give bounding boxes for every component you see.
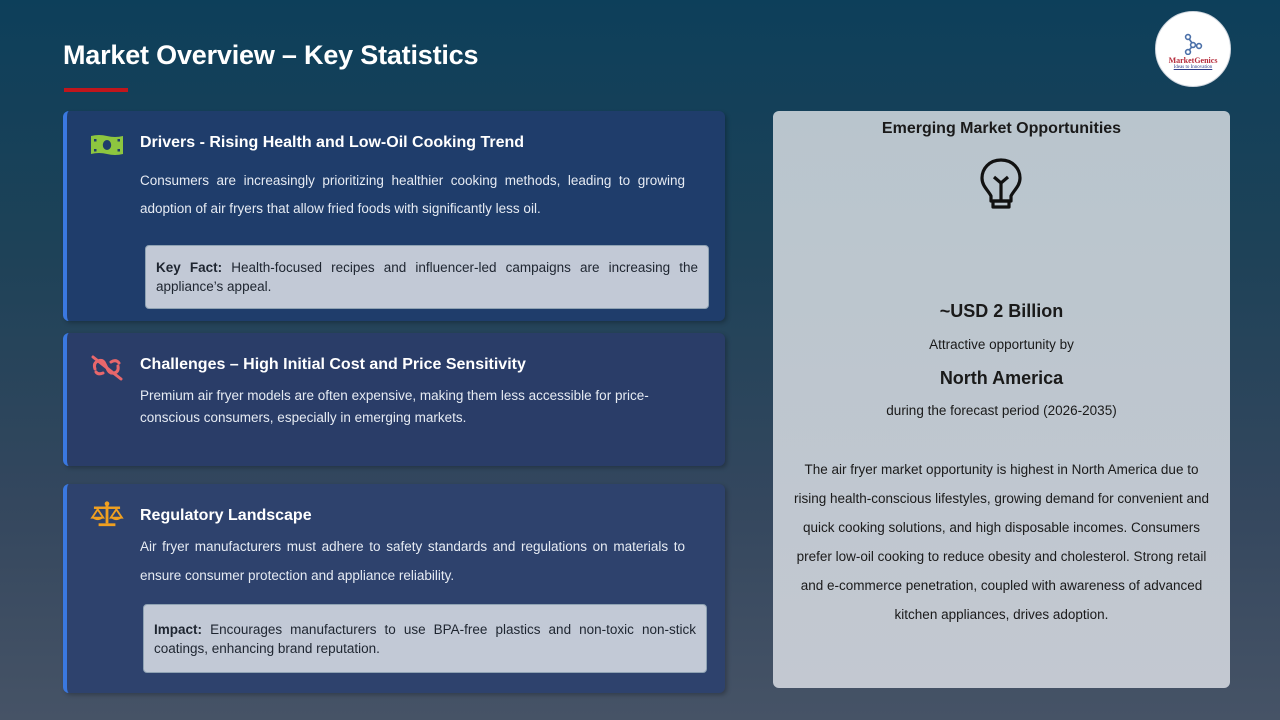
challenges-title: Challenges – High Initial Cost and Price Sensitivity [140,356,526,373]
money-bill-icon [89,131,125,159]
challenges-body: Premium air fryer models are often expensive, making them less accessible for price-conscious consumers, especially in emerging markets. [140,388,649,425]
impact-text: Encourages manufacturers to use BPA-free plastics and non-toxic non-stick coatings, enhancing brand reputation. [154,621,696,656]
key-fact-box [145,245,709,309]
opportunity-description: The air fryer market opportunity is highest in North America due to rising health-conscious lifestyles, growing demand for convenient and quick cooking solutions, and high disposable incomes. Consumers prefer low-oil cooking to reduce obesity and cholesterol. Strong retail and e-commerce penetration, coupled with awareness of advanced kitchen appliances, drives adoption. [794,462,1209,622]
regulatory-card [63,484,725,693]
scales-icon [89,500,125,528]
lightbulb-icon [978,157,1024,211]
regulatory-title: Regulatory Landscape [140,507,312,524]
title-underline [64,88,128,92]
challenges-card [63,333,725,466]
molecule-icon [1182,33,1204,55]
drivers-card [63,111,725,321]
page-title: Market Overview – Key Statistics [63,40,479,70]
opportunity-title: Emerging Market Opportunities [881,120,1122,137]
logo-tagline: Ideas to Innovation [1173,64,1213,70]
drivers-body: Consumers are increasingly prioritizing healthier cooking methods, leading to growing adoption of air fryers that allow fried foods with significantly less oil. [140,173,685,216]
company-logo [1155,11,1231,87]
opportunity-subtitle: Attractive opportunity by [929,337,1074,352]
regulatory-body: Air fryer manufacturers must adhere to safety standards and regulations on materials to ensure consumer protection and appliance reliability. [140,539,685,583]
opportunity-region: North America [939,368,1064,388]
logo-name: MarketGenics [1168,55,1218,65]
key-fact-label: Key Fact: [156,260,223,275]
opportunity-panel [773,111,1230,688]
opportunity-value: ~USD 2 Billion [939,301,1064,321]
broken-link-icon [89,353,125,381]
opportunity-period: during the forecast period (2026-2035) [886,403,1117,418]
key-fact-text: Health-focused recipes and influencer-led campaigns are increasing the appliance’s appeal. [156,260,698,294]
impact-box [143,604,707,673]
drivers-title: Drivers - Rising Health and Low-Oil Cooking Trend [140,134,525,151]
impact-label: Impact: [154,621,203,637]
